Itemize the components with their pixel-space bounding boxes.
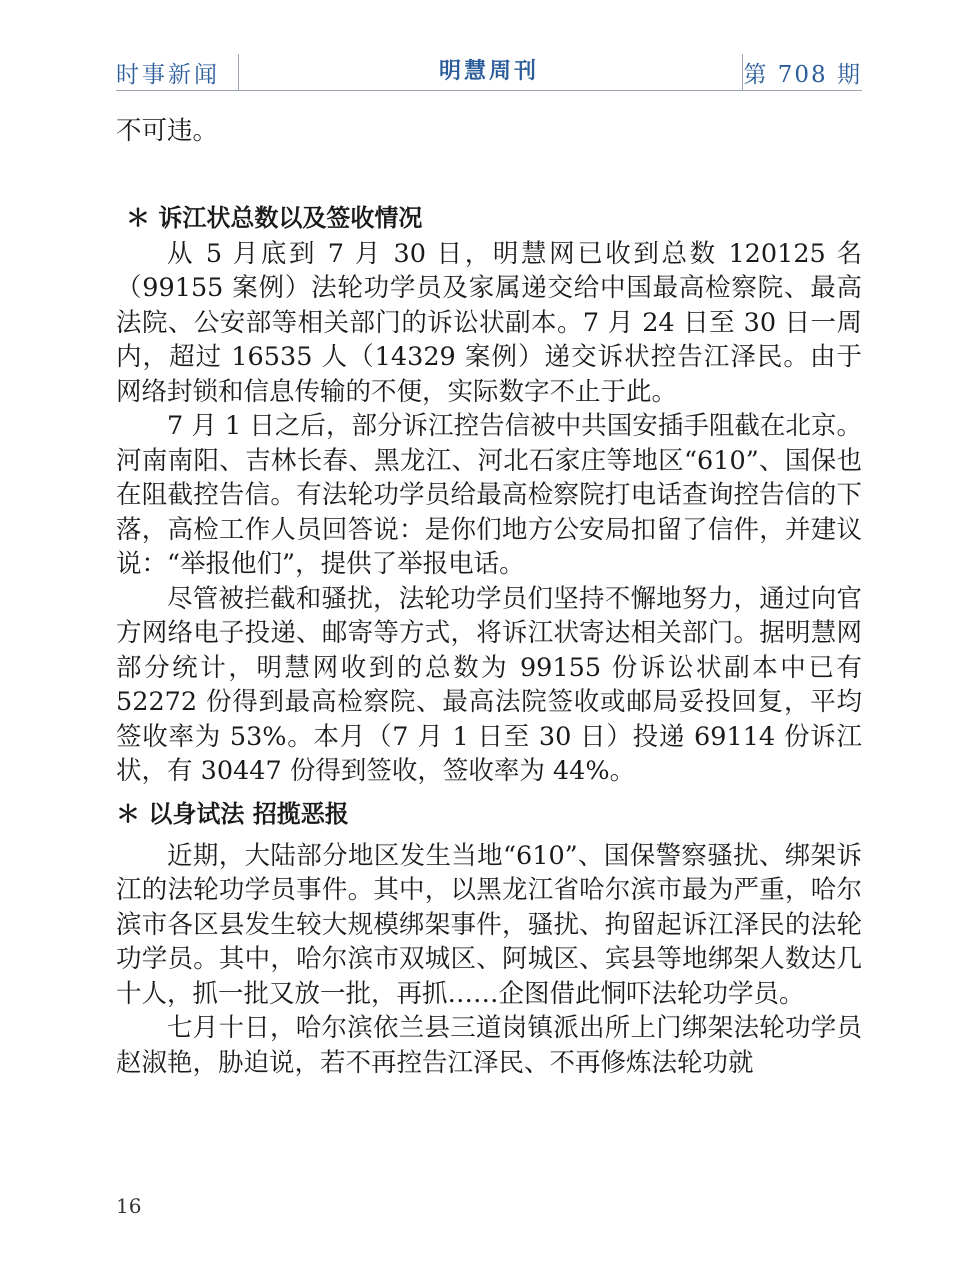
paragraph: 从 5 月底到 7 月 30 日，明慧网已收到总数 120125 名（99155 案例）法轮功学员及家属递交给中国最高检察院、最高法院、公安部等相关部门的诉讼状副本。7 月 24 日至 30 日一周内，超过 16535 人（14329 案例）递交诉状控告江泽民。由于网络封锁和信息传输的不便，实际数字不止于此。 — [116, 238, 862, 407]
paragraph: 近期，大陆部分地区发生当地“610”、国保警察骚扰、绑架诉江的法轮功学员事件。其中，以黑龙江省哈尔滨市最为严重，哈尔滨市各区县发生较大规模绑架事件，骚扰、拘留起诉江泽民的法轮功学员。其中，哈尔滨市双城区、阿城区、宾县等地绑架人数达几十人，抓一批又放一批，再抓……企图借此恫吓法轮功学员。 — [116, 840, 862, 1009]
issue-number: 第 708 期 — [743, 62, 862, 88]
section-heading: ＊ 以身试法 招揽恶报 — [116, 799, 349, 828]
section-label: 时事新闻 — [116, 62, 220, 88]
paragraph: 不可违。 — [116, 116, 219, 146]
paragraph: 7 月 1 日之后，部分诉江控告信被中共国安插手阻截在北京。河南南阳、吉林长春、黑龙江、河北石家庄等地区“610”、国保也在阻截控告信。有法轮功学员给最高检察院打电话查询控告信的下落，高检工作人员回答说：是你们地方公安局扣留了信件，并建议说：“举报他们”，提供了举报电话。 — [116, 411, 862, 579]
page-header — [116, 50, 862, 91]
section-heading: ＊ 诉江状总数以及签收情况 — [126, 203, 423, 232]
page-number: 16 — [116, 1194, 142, 1218]
publication-title: 明慧周刊 — [438, 59, 539, 84]
article-body — [116, 114, 862, 1080]
paragraph: 七月十日，哈尔滨依兰县三道岗镇派出所上门绑架法轮功学员赵淑艳，胁迫说，若不再控告江泽民、不再修炼法轮功就 — [116, 1013, 862, 1078]
paragraph: 尽管被拦截和骚扰，法轮功学员们坚持不懈地努力，通过向官方网络电子投递、邮寄等方式，将诉江状寄达相关部门。据明慧网部分统计，明慧网收到的总数为 99155 份诉讼状副本中已有 52272 份得到最高检察院、最高法院签收或邮局妥投回复，平均签收率为 53%。本月（7 月 1 日至 30 日）投递 69114 份诉江状，有 30447 份得到签收，签收率为 44%。 — [116, 583, 862, 786]
